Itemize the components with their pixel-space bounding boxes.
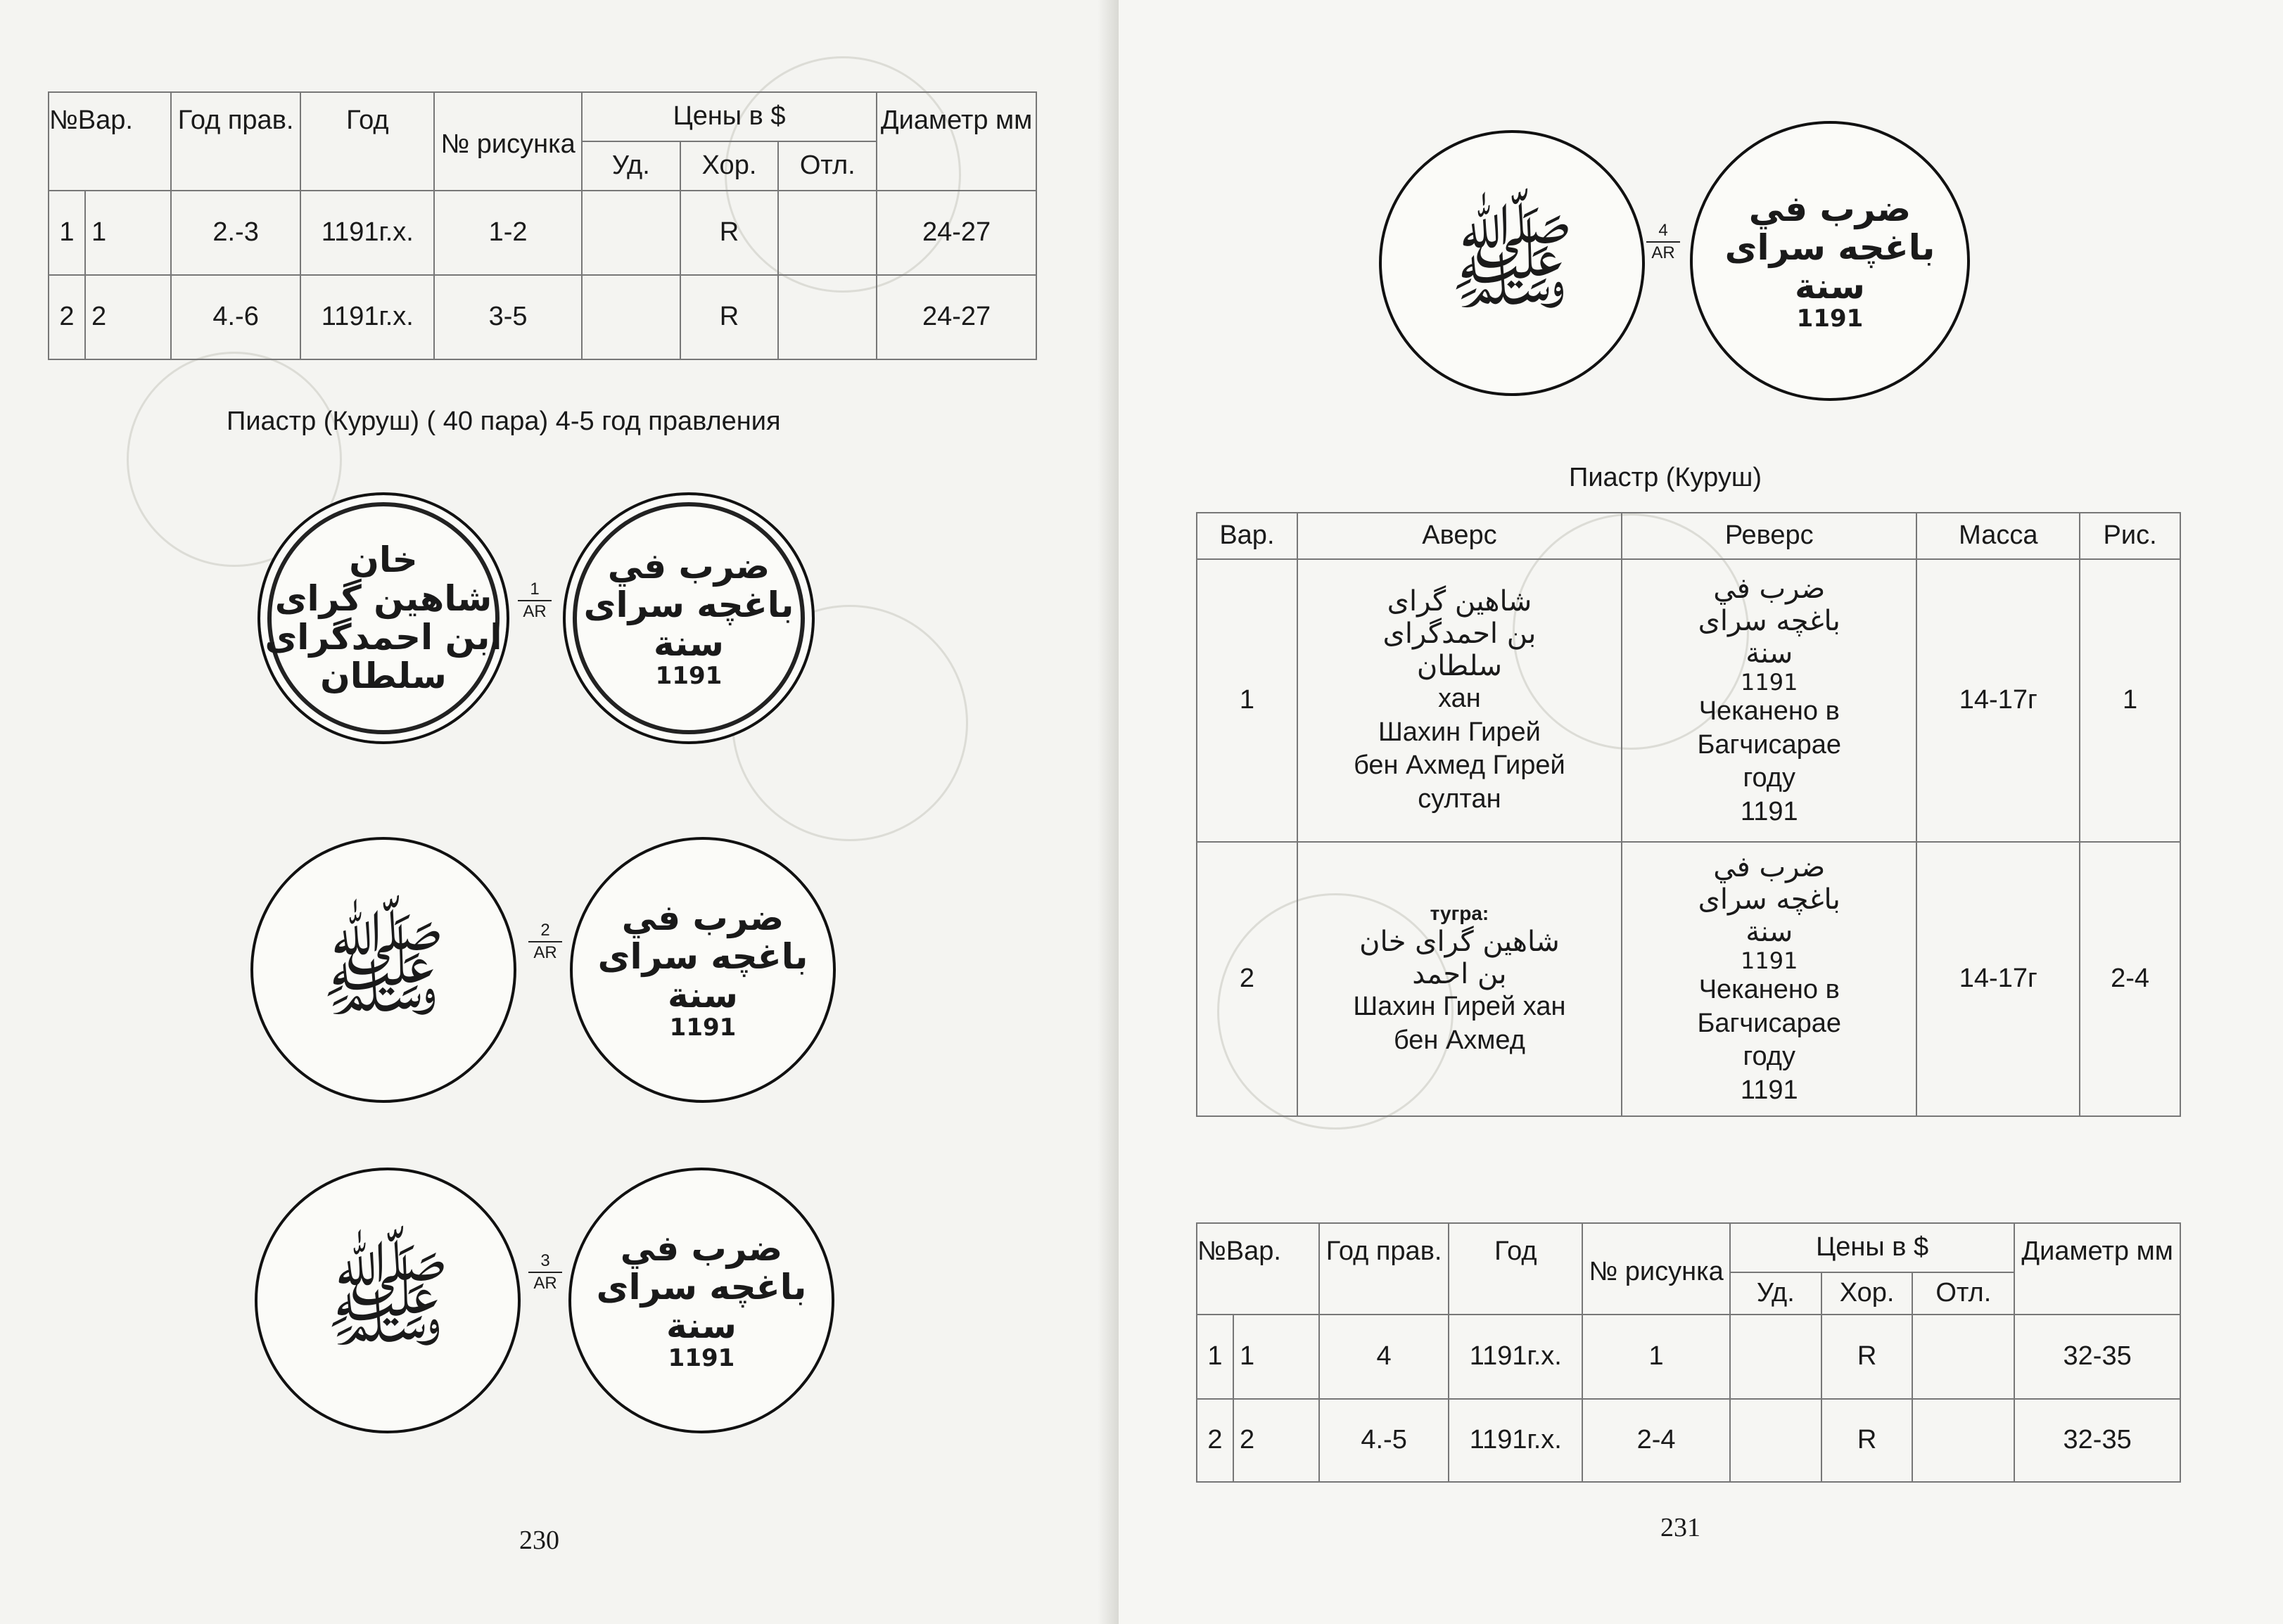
- table-row: [1197, 1399, 2180, 1482]
- coin-obverse-4: [1379, 130, 1645, 396]
- header-avers: Аверс: [1297, 513, 1622, 559]
- right-page: [1119, 0, 2283, 1624]
- cell-avers: [1297, 842, 1622, 1116]
- coin-inscription: باغچه سراى: [1724, 226, 1935, 268]
- coin-denomination-label-4: [1642, 222, 1684, 263]
- header-var: Вар.: [1197, 513, 1297, 559]
- coin-inscription: خان: [349, 539, 418, 580]
- header-revers: Реверс: [1622, 513, 1916, 559]
- coin-inscription: سلطان: [320, 656, 447, 696]
- section-title: Пиастр (Куруш) ( 40 пара) 4-5 год правления: [227, 407, 781, 436]
- coin-denomination-label-2: [524, 921, 566, 963]
- cell-figure: 2-4: [1582, 1399, 1730, 1482]
- cell-reign-year: 2.-3: [171, 191, 301, 275]
- denomination-metal: AR: [533, 1274, 557, 1293]
- cell-num: 2: [1197, 1399, 1233, 1482]
- coin-inscription: سنة: [668, 974, 738, 1016]
- coin-reverse-2: [570, 837, 836, 1103]
- denomination-metal: AR: [533, 943, 557, 963]
- cell-price-fine: [1730, 1399, 1821, 1482]
- header-price-fine: Уд.: [1730, 1272, 1821, 1315]
- cell-reign-year: 4.-6: [171, 275, 301, 359]
- cell-price-good: R: [680, 191, 779, 275]
- avers-translation: хан: [1438, 684, 1481, 713]
- cell-price-excellent: [1912, 1315, 2014, 1399]
- cell-year: 1191г.х.: [300, 275, 434, 359]
- cell-year: 1191г.х.: [300, 191, 434, 275]
- coin-reverse-1: [563, 492, 815, 744]
- avers-translation: Шахин Гирей: [1378, 717, 1541, 747]
- revers-inscription: سنة: [1745, 915, 1793, 948]
- revers-translation: Багчисарае: [1697, 729, 1841, 760]
- coin-inscription: سنة: [666, 1305, 737, 1346]
- cell-var: 1: [1197, 559, 1297, 842]
- header-var: Вар.: [1226, 1236, 1281, 1266]
- denomination-number: 4: [1658, 221, 1668, 240]
- coin-reverse-3: [568, 1168, 834, 1433]
- revers-translation: 1191: [1740, 796, 1798, 826]
- coin-denomination-label-3: [524, 1252, 566, 1293]
- revers-translation: году: [1743, 1042, 1795, 1072]
- cell-figure: 1: [1582, 1315, 1730, 1399]
- coin-inscription: باغچه سراى: [597, 935, 808, 977]
- header-diameter: Диаметр мм: [2014, 1223, 2180, 1315]
- header-figure: Рис.: [2080, 513, 2180, 559]
- header-year: Год: [300, 92, 434, 191]
- coin-inscription: سنة: [1795, 265, 1865, 307]
- cell-num: 1: [49, 191, 85, 275]
- coin-reverse-4: [1690, 121, 1970, 401]
- header-price-good: Хор.: [680, 141, 779, 191]
- cell-var: 1: [85, 191, 171, 275]
- header-price-excellent: Отл.: [778, 141, 877, 191]
- section-title: Пиастр (Куруш): [1569, 463, 1762, 492]
- cell-diameter: 32-35: [2014, 1399, 2180, 1482]
- tughra-glyph: ﷺ: [324, 1239, 452, 1362]
- cell-var: 1: [1233, 1315, 1319, 1399]
- denomination-number: 2: [540, 921, 550, 940]
- table-row: [1197, 559, 2180, 842]
- coin-description-table: [1196, 512, 2181, 1117]
- cell-price-fine: [1730, 1315, 1821, 1399]
- coin-inscription: ضرب في: [1748, 188, 1912, 229]
- cell-revers: [1622, 559, 1916, 842]
- coin-obverse-2: [250, 837, 516, 1103]
- coin-year: 1191: [669, 1013, 737, 1042]
- cell-mass: 14-17г: [1916, 842, 2080, 1116]
- header-prices: Цены в $: [1730, 1223, 2014, 1272]
- denomination-number: 1: [530, 580, 540, 599]
- revers-translation: Чеканено в: [1698, 696, 1840, 727]
- header-num: №: [1197, 1236, 1226, 1266]
- coin-inscription: ضرب في: [607, 545, 770, 587]
- revers-inscription: ضرب في: [1713, 572, 1826, 605]
- cell-figure: 1: [2080, 559, 2180, 842]
- cell-diameter: 24-27: [877, 191, 1036, 275]
- avers-translation: бен Ахмед Гирей: [1354, 750, 1565, 780]
- header-price-fine: Уд.: [582, 141, 680, 191]
- header-figure: № рисунка: [434, 92, 582, 191]
- revers-inscription: ضرب في: [1713, 850, 1826, 883]
- left-page: [0, 0, 1119, 1624]
- avers-translation: султан: [1418, 784, 1501, 814]
- revers-translation: Багчисарае: [1697, 1008, 1841, 1038]
- coin-year: 1191: [655, 661, 723, 690]
- avers-inscription: سلطان: [1416, 650, 1502, 682]
- revers-inscription: سنة: [1745, 637, 1793, 670]
- cell-price-good: R: [1821, 1315, 1913, 1399]
- table-row: [49, 191, 1036, 275]
- cell-var: 2: [1197, 842, 1297, 1116]
- denomination-metal: AR: [1651, 243, 1675, 263]
- header-figure: № рисунка: [1582, 1223, 1730, 1315]
- coin-inscription: سنة: [654, 622, 724, 664]
- tughra-glyph: ﷺ: [319, 909, 447, 1031]
- coin-price-table: [1196, 1222, 2181, 1483]
- cell-reign-year: 4: [1319, 1315, 1449, 1399]
- header-num: №: [49, 106, 78, 135]
- revers-inscription: باغچه سراى: [1698, 604, 1840, 637]
- cell-reign-year: 4.-5: [1319, 1399, 1449, 1482]
- denomination-metal: AR: [523, 602, 547, 622]
- header-mass: Масса: [1916, 513, 2080, 559]
- cell-diameter: 24-27: [877, 275, 1036, 359]
- denomination-number: 3: [540, 1251, 550, 1270]
- header-reign-year: Год прав.: [171, 92, 301, 191]
- cell-var: 2: [1233, 1399, 1319, 1482]
- cell-figure: 2-4: [2080, 842, 2180, 1116]
- header-var: Вар.: [77, 106, 133, 135]
- header-reign-year: Год прав.: [1319, 1223, 1449, 1315]
- header-price-excellent: Отл.: [1912, 1272, 2014, 1315]
- coin-inscription: باغچه سراى: [596, 1266, 807, 1307]
- coin-denomination-label-1: [514, 580, 556, 622]
- coin-inscription: باغچه سراى: [583, 584, 794, 625]
- cell-revers: [1622, 842, 1916, 1116]
- coin-inscription: شاهين گراى: [274, 578, 492, 619]
- header-prices: Цены в $: [582, 92, 877, 141]
- coin-year: 1191: [668, 1343, 735, 1372]
- cell-mass: 14-17г: [1916, 559, 2080, 842]
- page-number: 231: [1660, 1513, 1700, 1542]
- coin-inscription: ضرب في: [621, 897, 784, 938]
- coin-obverse-3: [255, 1168, 521, 1433]
- tughra-glyph: ﷺ: [1448, 202, 1576, 324]
- cell-figure: 1-2: [434, 191, 582, 275]
- coin-inscription: ابن احمدگراى: [265, 617, 502, 658]
- coin-year: 1191: [1796, 304, 1864, 333]
- revers-inscription: باغچه سراى: [1698, 883, 1840, 916]
- cell-price-excellent: [778, 191, 877, 275]
- cell-price-good: R: [1821, 1399, 1913, 1482]
- cell-diameter: 32-35: [2014, 1315, 2180, 1399]
- avers-inscription: بن احمد: [1412, 958, 1507, 990]
- cell-var: 2: [85, 275, 171, 359]
- cell-price-fine: [582, 191, 680, 275]
- table-row: [49, 275, 1036, 359]
- cell-price-fine: [582, 275, 680, 359]
- cell-year: 1191г.х.: [1449, 1399, 1582, 1482]
- coin-obverse-1: [257, 492, 509, 744]
- table-row: [1197, 842, 2180, 1116]
- page-number: 230: [519, 1526, 559, 1555]
- coin-price-table: [48, 91, 1037, 360]
- avers-inscription: بن احمدگراى: [1382, 618, 1537, 650]
- cell-avers: [1297, 559, 1622, 842]
- cell-figure: 3-5: [434, 275, 582, 359]
- revers-year: 1191: [1741, 668, 1798, 696]
- header-year: Год: [1449, 1223, 1582, 1315]
- cell-year: 1191г.х.: [1449, 1315, 1582, 1399]
- avers-inscription: شاهين گراى: [1387, 585, 1532, 618]
- coin-inscription: ضرب في: [620, 1227, 783, 1269]
- avers-inscription: شاهين گراى خان: [1359, 926, 1560, 958]
- cell-num: 2: [49, 275, 85, 359]
- revers-translation: Чеканено в: [1698, 975, 1840, 1005]
- avers-note: тугра:: [1430, 902, 1489, 924]
- avers-translation: Шахин Гирей хан: [1353, 992, 1566, 1021]
- cell-price-good: R: [680, 275, 779, 359]
- revers-translation: году: [1743, 763, 1795, 793]
- revers-year: 1191: [1741, 947, 1798, 974]
- header-price-good: Хор.: [1821, 1272, 1913, 1315]
- cell-price-excellent: [778, 275, 877, 359]
- header-diameter: Диаметр мм: [877, 92, 1036, 191]
- cell-price-excellent: [1912, 1399, 2014, 1482]
- avers-translation: бен Ахмед: [1393, 1025, 1525, 1055]
- revers-translation: 1191: [1740, 1075, 1798, 1105]
- table-row: [1197, 1315, 2180, 1399]
- cell-num: 1: [1197, 1315, 1233, 1399]
